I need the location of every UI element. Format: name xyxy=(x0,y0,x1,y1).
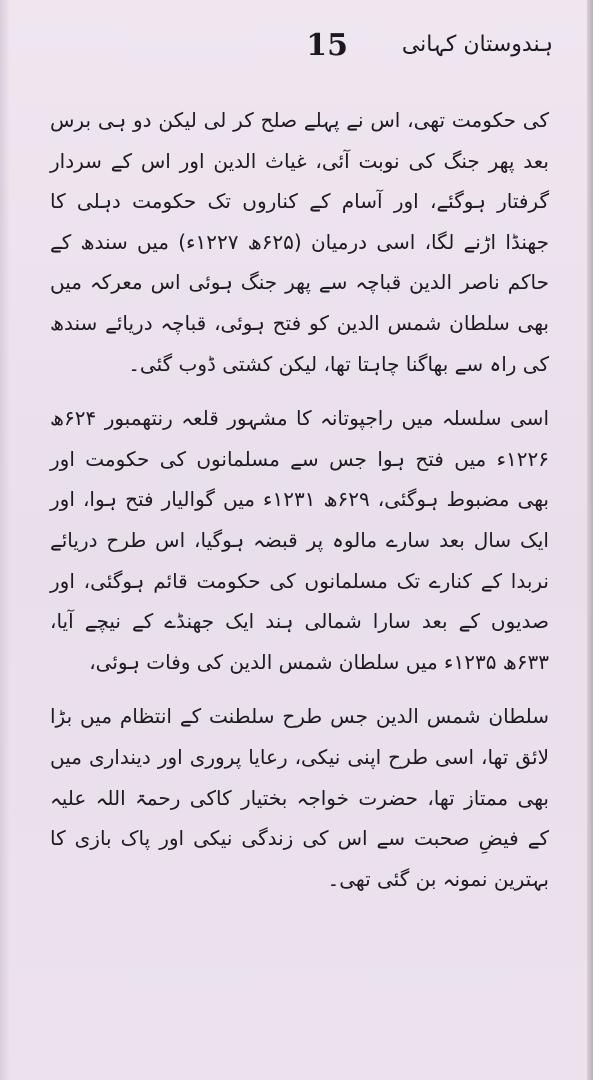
page-edge xyxy=(587,0,593,1080)
paragraph: کی حکومت تھی، اس نے پہلے صلح کر لی لیکن دو ہی برس بعد پھر جنگ کی نوبت آئی، غیاث الدین اور اس کے سردار گرفتار ہوگئے، اور آسام کے کناروں تک حکومت دہلی کا جھنڈا اڑنے لگا، اسی درمیان (۶۲۵ھ ۱۲۲۷ء) میں سندھ کے حاکم ناصر الدین قباچہ سے پھر جنگ ہوئی اس معرکہ میں بھی سلطان شمس الدین کو فتح ہوئی، قباچہ دریائے سندھ کی راہ سے بھاگنا چاہتا تھا، لیکن کشتی ڈوب گئی۔ xyxy=(50,108,549,376)
paragraph: سلطان شمس الدین جس طرح سلطنت کے انتظام میں بڑا لائق تھا، اسی طرح اپنی نیکی، رعایا پروری اور دینداری میں بھی ممتاز تھا، حضرت خواجہ بختیار کاکی رحمۃ اللہ علیہ کے فیضِ صحبت سے اس کی زندگی نیکی اور پاک بازی کا بہترین نمونہ بن گئی تھی۔ xyxy=(50,704,549,891)
page-body xyxy=(50,100,549,917)
running-title: ہندوستان کہانی xyxy=(401,32,553,57)
page-gutter-shadow xyxy=(0,0,10,1080)
page-number: 15 xyxy=(306,28,348,63)
paragraph: اسی سلسلہ میں راجپوتانہ کا مشہور قلعہ رنتھمبور ۶۲۴ھ ۱۲۲۶ء میں فتح ہوا جس سے مسلمانوں کی حکومت اور بھی مضبوط ہوگئی، ۶۲۹ھ ۱۲۳۱ء میں گوالیار فتح ہوا، اور ایک سال بعد سارے مالوہ پر قبضہ ہوگیا، اس طرح دریائے نربدا کے کنارے تک مسلمانوں کی حکومت قائم ہوگئی، اور صدیوں کے بعد سارا شمالی ہند ایک جھنڈے کے نیچے آیا، ۶۳۳ھ ۱۲۳۵ء میں سلطان شمس الدین کی وفات ہوئی، xyxy=(50,406,549,674)
page-header xyxy=(30,28,553,78)
